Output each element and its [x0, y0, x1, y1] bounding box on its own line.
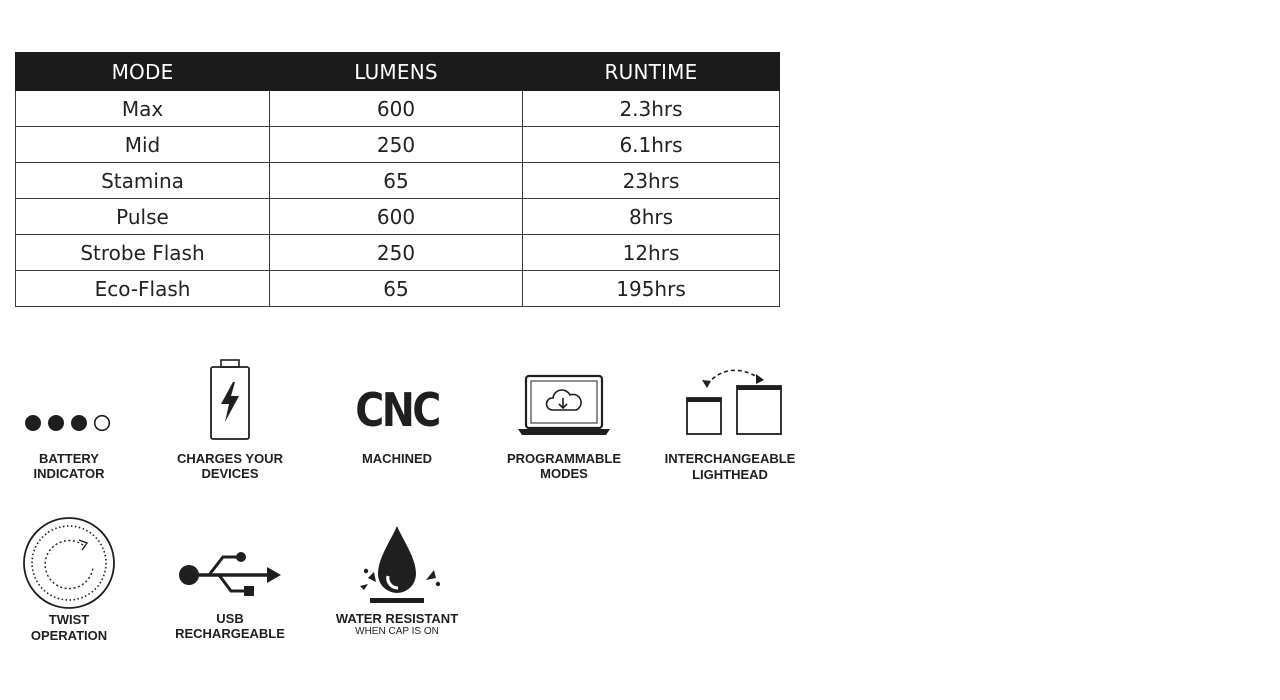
- table-row: [16, 91, 780, 127]
- feature-label: BATTERY: [39, 451, 99, 466]
- lumens-cell: 65: [270, 271, 523, 307]
- swap-heads-icon: [655, 362, 805, 438]
- table-row: [16, 199, 780, 235]
- feature-sublabel: WHEN CAP IS ON: [355, 626, 439, 637]
- mode-cell: Max: [16, 91, 270, 127]
- feature-label: MACHINED: [361, 451, 433, 466]
- lumens-cell: 250: [270, 127, 523, 163]
- header-mode: MODE: [16, 53, 270, 91]
- header-runtime: RUNTIME: [523, 53, 780, 91]
- runtime-cell: 6.1hrs: [523, 127, 780, 163]
- feature-label: DEVICES: [201, 466, 259, 481]
- feature-label: INTERCHANGEABLE: [664, 451, 796, 466]
- mode-cell: Eco-Flash: [16, 271, 270, 307]
- lumens-cell: 65: [270, 163, 523, 199]
- mode-cell: Pulse: [16, 199, 270, 235]
- feature-label: RECHARGEABLE: [175, 626, 285, 641]
- table-row: [16, 235, 780, 271]
- lumens-cell: 250: [270, 235, 523, 271]
- feature-label: INDICATOR: [33, 466, 105, 481]
- feature-label: PROGRAMMABLE: [506, 451, 622, 466]
- feature-label: WATER RESISTANT: [335, 611, 459, 626]
- feature-label: LIGHTHEAD: [692, 467, 768, 482]
- feature-label: MODES: [540, 466, 588, 481]
- cnc-logo-icon: CNC: [355, 383, 439, 437]
- usb-icon: [155, 546, 305, 600]
- header-lumens: LUMENS: [270, 53, 523, 91]
- table-row: [16, 163, 780, 199]
- runtime-cell: 195hrs: [523, 271, 780, 307]
- spec-table: [15, 52, 780, 307]
- table-header-row: [16, 53, 780, 91]
- feature-label: OPERATION: [30, 628, 108, 643]
- mode-cell: Strobe Flash: [16, 235, 270, 271]
- runtime-cell: 2.3hrs: [523, 91, 780, 127]
- runtime-cell: 23hrs: [523, 163, 780, 199]
- mode-cell: Mid: [16, 127, 270, 163]
- table-row: [16, 127, 780, 163]
- battery-dots-icon: [0, 410, 144, 436]
- runtime-cell: 8hrs: [523, 199, 780, 235]
- twist-dial-icon: [0, 515, 144, 611]
- runtime-cell: 12hrs: [523, 235, 780, 271]
- lumens-cell: 600: [270, 199, 523, 235]
- water-drop-icon: [322, 522, 472, 606]
- lumens-cell: 600: [270, 91, 523, 127]
- feature-label: TWIST: [48, 612, 90, 627]
- feature-label: CHARGES YOUR: [177, 451, 283, 466]
- feature-label: USB: [216, 611, 244, 626]
- charging-battery-icon: [155, 358, 305, 442]
- laptop-cloud-icon: [489, 374, 639, 438]
- table-row: [16, 271, 780, 307]
- mode-cell: Stamina: [16, 163, 270, 199]
